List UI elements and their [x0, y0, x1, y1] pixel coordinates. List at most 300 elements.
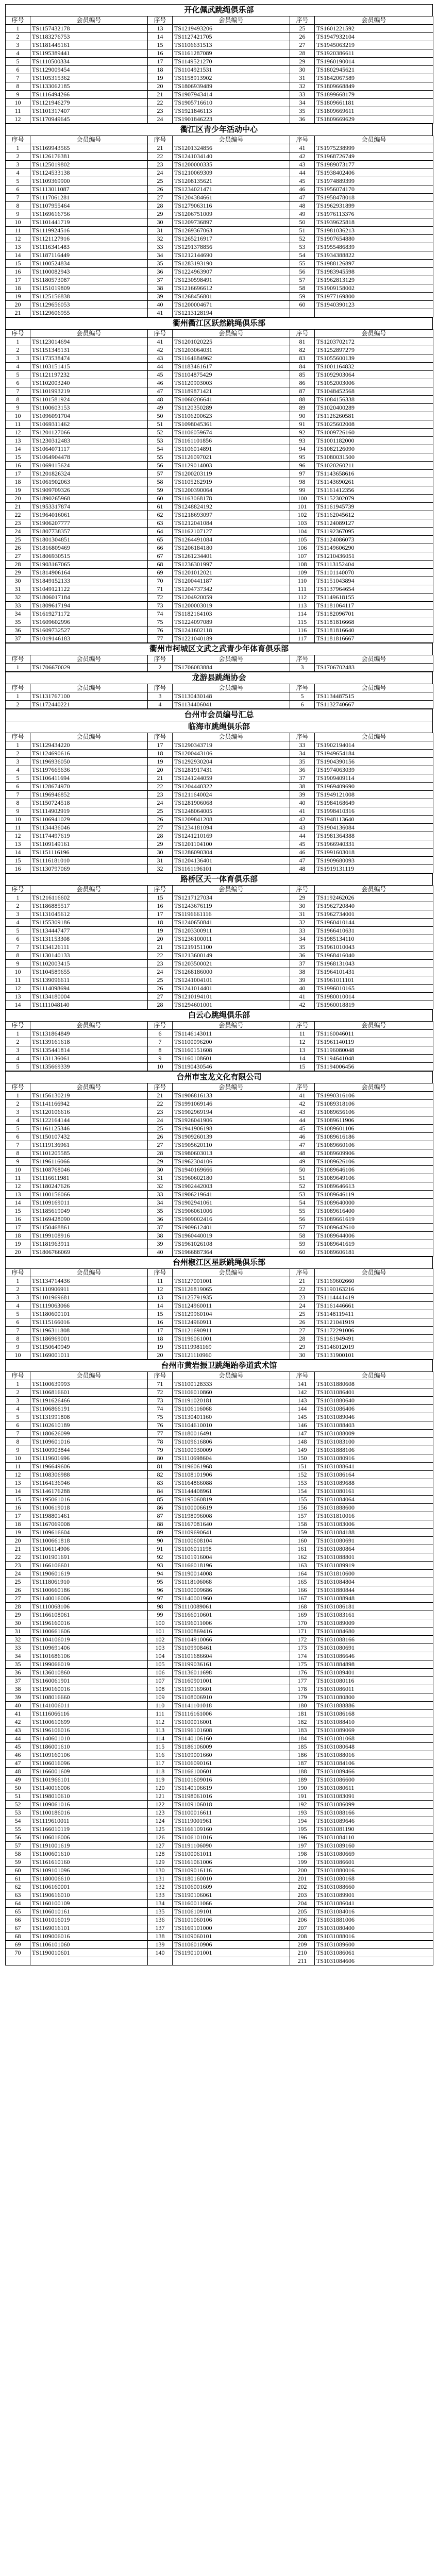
seq-header: 序号 — [148, 733, 173, 741]
seq-cell: 54 — [290, 1199, 315, 1207]
seq-cell: 14 — [6, 849, 30, 857]
seq-cell: 12 — [6, 1182, 30, 1191]
member-id-cell: TS1031086061 — [315, 1949, 433, 1957]
seq-header: 序号 — [6, 330, 30, 338]
seq-cell: 5 — [6, 371, 30, 379]
table-row — [6, 379, 433, 387]
seq-cell: 34 — [290, 99, 315, 107]
seq-cell: 147 — [290, 1430, 315, 1438]
seq-cell: 105 — [148, 1660, 173, 1669]
member-id-cell: TS1166010119 — [30, 1825, 148, 1834]
seq-cell: 12 — [6, 832, 30, 840]
seq-cell: 26 — [148, 816, 173, 824]
member-id-cell: TS1009726160 — [315, 429, 433, 437]
seq-cell: 98 — [148, 1603, 173, 1611]
table-row — [6, 511, 433, 519]
member-id-cell: TS1109016116 — [173, 1867, 290, 1875]
table-row — [6, 774, 433, 783]
table-row — [6, 610, 433, 618]
member-id-cell: TS1955486839 — [315, 243, 433, 251]
table-row — [6, 1207, 433, 1215]
seq-cell: 110 — [290, 577, 315, 585]
seq-cell: 21 — [148, 144, 173, 152]
member-id-cell: TS1031080916 — [315, 1454, 433, 1463]
member-id-cell: TS1190101001 — [173, 1949, 290, 1957]
seq-cell: 5 — [290, 692, 315, 701]
member-table — [5, 885, 433, 1009]
seq-cell: 22 — [290, 1285, 315, 1294]
member-id-cell: TS1907654880 — [315, 235, 433, 243]
member-id-header: 会员编号 — [315, 330, 433, 338]
table-row — [6, 1463, 433, 1471]
seq-cell: 5 — [6, 1413, 30, 1421]
seq-cell: 2 — [6, 701, 30, 709]
member-id-cell: TS1192367095 — [315, 528, 433, 536]
seq-cell: 46 — [290, 849, 315, 857]
seq-cell: 58 — [6, 1850, 30, 1858]
table-row — [6, 371, 433, 379]
seq-cell: 192 — [290, 1801, 315, 1809]
member-id-cell: TS1031088016 — [315, 1933, 433, 1941]
member-id-cell: TS1190601619 — [30, 1570, 148, 1578]
seq-cell: 29 — [148, 1158, 173, 1166]
seq-cell: 11 — [6, 1463, 30, 1471]
seq-cell: 88 — [148, 1520, 173, 1529]
seq-cell: 122 — [148, 1801, 173, 1809]
seq-cell: 22 — [6, 1553, 30, 1562]
member-id-cell: TS1150649949 — [30, 1343, 148, 1351]
member-id-cell: TS1129606955 — [30, 309, 148, 317]
member-id-cell: TS1224097089 — [173, 618, 290, 626]
seq-cell: 6 — [148, 1030, 173, 1038]
seq-cell: 14 — [6, 1487, 30, 1496]
member-id-cell: TS1960602180 — [173, 1174, 290, 1182]
seq-cell: 16 — [148, 902, 173, 910]
table-row — [6, 1553, 433, 1562]
member-id-cell: TS1190106061 — [173, 1891, 290, 1900]
member-id-cell: TS1180016491 — [173, 1430, 290, 1438]
seq-cell: 60 — [290, 1248, 315, 1257]
table-row — [6, 1949, 433, 1957]
member-id-cell: TS1031086181 — [315, 1603, 433, 1611]
member-id-cell: TS1115166016 — [30, 1318, 148, 1327]
member-id-cell: TS1909409114 — [315, 774, 433, 783]
table-row — [6, 1479, 433, 1487]
seq-cell: 103 — [148, 1644, 173, 1652]
member-id-cell: TS1166106601 — [30, 1562, 148, 1570]
seq-cell: 60 — [290, 301, 315, 309]
seq-cell: 16 — [148, 1318, 173, 1327]
seq-cell: 115 — [148, 1743, 173, 1751]
seq-cell: 199 — [290, 1858, 315, 1867]
member-id-header: 会员编号 — [315, 136, 433, 144]
member-id-cell: TS1141006011 — [30, 1702, 148, 1710]
seq-cell: 10 — [148, 1063, 173, 1071]
seq-cell: 178 — [290, 1685, 315, 1693]
member-id-header: 会员编号 — [315, 684, 433, 692]
member-id-cell: TS1089661619 — [315, 1215, 433, 1224]
table-row — [6, 1751, 433, 1759]
member-id-cell: TS1031080116 — [315, 1677, 433, 1685]
table-row — [6, 1933, 433, 1941]
member-id-cell: TS1140106160 — [173, 1735, 290, 1743]
member-id-cell: TS1162045612 — [315, 511, 433, 519]
seq-cell: 154 — [290, 1487, 315, 1496]
member-id-cell: TS1119001961 — [173, 1817, 290, 1825]
seq-cell: 8 — [6, 202, 30, 210]
member-id-cell: TS1909612401 — [173, 1224, 290, 1232]
table-row — [6, 1834, 433, 1842]
member-id-cell: TS1195060819 — [173, 1496, 290, 1504]
table-row — [6, 420, 433, 429]
member-id-cell: TS1049121122 — [30, 585, 148, 594]
member-id-cell: TS1203702172 — [315, 338, 433, 346]
member-id-cell: TS1031086600 — [315, 1776, 433, 1784]
table-row — [6, 1182, 433, 1191]
seq-cell: 25 — [148, 1125, 173, 1133]
member-id-cell: TS1164136946 — [30, 1479, 148, 1487]
member-id-cell: TS1230598491 — [173, 276, 290, 284]
seq-cell: 6 — [6, 66, 30, 74]
seq-header: 序号 — [6, 733, 30, 741]
member-id-cell: TS1089649106 — [315, 1174, 433, 1182]
member-id-cell: TS1961140119 — [315, 1038, 433, 1046]
table-row — [6, 91, 433, 99]
table-row — [6, 1586, 433, 1595]
member-id-cell: TS1161446661 — [315, 1302, 433, 1310]
table-row — [6, 1908, 433, 1916]
table-row — [6, 1327, 433, 1335]
seq-cell: 43 — [290, 1108, 315, 1116]
seq-cell: 35 — [148, 1207, 173, 1215]
seq-cell: 4 — [6, 1055, 30, 1063]
member-id-cell: TS1181064117 — [315, 602, 433, 610]
seq-cell: 58 — [290, 1232, 315, 1240]
seq-cell: 2 — [6, 1285, 30, 1294]
seq-cell: 104 — [290, 528, 315, 536]
seq-cell: 26 — [148, 185, 173, 194]
table-row — [6, 1413, 433, 1421]
header-row — [6, 886, 433, 894]
member-id-cell: TS1106816601 — [30, 1388, 148, 1397]
seq-cell: 39 — [148, 293, 173, 301]
member-table — [5, 733, 433, 873]
seq-header: 序号 — [148, 1269, 173, 1277]
member-id-cell: TS1031086168 — [315, 1710, 433, 1718]
member-id-cell: TS1161061006 — [173, 1858, 290, 1867]
member-id-cell: TS1210194101 — [173, 993, 290, 1001]
seq-cell: 9 — [6, 1343, 30, 1351]
member-id-cell: TS1158913902 — [173, 74, 290, 82]
seq-cell: 12 — [148, 1285, 173, 1294]
seq-cell: 2 — [6, 902, 30, 910]
member-id-cell: TS1106200623 — [173, 412, 290, 420]
seq-cell: 66 — [148, 544, 173, 552]
member-id-cell: TS1966940331 — [315, 840, 433, 849]
table-row — [6, 1504, 433, 1512]
table-row — [6, 404, 433, 412]
table-row — [6, 519, 433, 528]
seq-cell: 93 — [290, 437, 315, 445]
member-id-cell: TS1167081640 — [173, 1520, 290, 1529]
table-row — [6, 1100, 433, 1108]
member-id-cell: TS1140001960 — [173, 1595, 290, 1603]
seq-cell: 74 — [148, 610, 173, 618]
table-row — [6, 1875, 433, 1883]
member-id-cell: TS1134180004 — [30, 993, 148, 1001]
club-section — [5, 1009, 433, 1071]
member-id-cell: TS1104610010 — [173, 1421, 290, 1430]
seq-cell: 179 — [290, 1693, 315, 1702]
seq-cell: 5 — [6, 58, 30, 66]
seq-cell: 210 — [290, 1949, 315, 1957]
seq-cell: 116 — [148, 1751, 173, 1759]
member-id-cell: TS1976113376 — [315, 210, 433, 218]
member-id-cell: TS1961026108 — [173, 1240, 290, 1248]
member-id-cell: TS1031084016 — [315, 1908, 433, 1916]
seq-cell: 7 — [6, 1327, 30, 1335]
member-id-cell: TS1941906198 — [173, 1125, 290, 1133]
member-id-header: 会员编号 — [173, 1269, 290, 1277]
member-id-cell: TS1195389441 — [30, 49, 148, 58]
seq-header: 序号 — [148, 1372, 173, 1380]
seq-cell: 202 — [290, 1883, 315, 1891]
member-id-cell: TS1133062185 — [30, 82, 148, 91]
seq-cell: 34 — [148, 1199, 173, 1207]
seq-header: 序号 — [148, 136, 173, 144]
seq-cell: 24 — [148, 799, 173, 807]
seq-cell: 28 — [148, 832, 173, 840]
table-row — [6, 25, 433, 33]
seq-cell: 47 — [6, 1759, 30, 1768]
member-id-cell: TS1196116066 — [30, 1158, 148, 1166]
seq-cell: 4 — [6, 1116, 30, 1125]
seq-cell: 54 — [148, 445, 173, 453]
member-id-cell: TS1100096200 — [173, 1038, 290, 1046]
seq-cell: 31 — [290, 910, 315, 919]
member-id-cell: TS1106010860 — [173, 1388, 290, 1397]
member-id-cell: TS1234021471 — [173, 185, 290, 194]
seq-cell: 1 — [6, 144, 30, 152]
member-id-cell: TS1212144690 — [173, 251, 290, 260]
seq-cell: 188 — [290, 1768, 315, 1776]
seq-cell: 37 — [6, 635, 30, 643]
member-id-cell: TS1119063066 — [30, 1302, 148, 1310]
seq-header: 序号 — [290, 1083, 315, 1092]
seq-cell: 34 — [290, 750, 315, 758]
member-id-cell: TS1100608104 — [173, 1537, 290, 1545]
table-row — [6, 478, 433, 486]
seq-cell: 172 — [290, 1636, 315, 1644]
member-id-cell: TS1031080800 — [315, 1693, 433, 1702]
seq-cell: 42 — [6, 1718, 30, 1726]
table-row — [6, 741, 433, 750]
seq-cell: 7 — [148, 1038, 173, 1046]
seq-cell: 15 — [6, 1496, 30, 1504]
seq-cell: 42 — [148, 346, 173, 354]
member-id-cell: TS1160061901 — [30, 1677, 148, 1685]
member-id-cell: TS1101441719 — [30, 218, 148, 227]
seq-cell: 45 — [290, 1125, 315, 1133]
seq-cell: 51 — [290, 1174, 315, 1182]
seq-header: 序号 — [148, 330, 173, 338]
seq-cell: 8 — [6, 1149, 30, 1158]
table-row — [6, 910, 433, 919]
table-row — [6, 935, 433, 943]
member-id-cell: TS1199066019 — [30, 1660, 148, 1669]
seq-cell: 117 — [290, 635, 315, 643]
seq-cell: 42 — [290, 1001, 315, 1009]
table-row — [6, 635, 433, 643]
seq-cell: 96 — [290, 462, 315, 470]
seq-cell: 67 — [148, 552, 173, 561]
seq-cell: 44 — [290, 169, 315, 177]
member-id-cell: TS1169616756 — [30, 210, 148, 218]
seq-cell: 3 — [6, 1294, 30, 1302]
table-row — [6, 1174, 433, 1182]
seq-cell: 16 — [6, 865, 30, 873]
member-id-cell: TS1110906911 — [30, 1285, 148, 1294]
table-row — [6, 1520, 433, 1529]
member-id-cell: TS1031080161 — [315, 1487, 433, 1496]
seq-cell: 114 — [290, 610, 315, 618]
seq-cell: 52 — [290, 1182, 315, 1191]
seq-cell: 197 — [290, 1842, 315, 1850]
member-id-cell: TS1121041919 — [315, 1318, 433, 1327]
seq-cell: 67 — [6, 1924, 30, 1933]
seq-cell: 10 — [6, 218, 30, 227]
seq-cell: 57 — [148, 470, 173, 478]
seq-cell: 30 — [290, 1351, 315, 1360]
member-id-cell: TS1031884898 — [315, 1660, 433, 1669]
seq-cell: 64 — [148, 528, 173, 536]
table-row — [6, 1619, 433, 1628]
member-id-cell: TS1968726749 — [315, 152, 433, 161]
seq-cell: 11 — [290, 1030, 315, 1038]
seq-cell: 25 — [290, 1310, 315, 1318]
member-id-cell: TS1100082943 — [30, 268, 148, 276]
table-row — [6, 799, 433, 807]
member-id-cell: TS1294601001 — [173, 1001, 290, 1009]
seq-cell: 208 — [290, 1933, 315, 1941]
member-id-cell: TS1849152133 — [30, 577, 148, 585]
table-row — [6, 144, 433, 152]
member-id-cell: TS1031083091 — [315, 1792, 433, 1801]
seq-cell: 14 — [6, 445, 30, 453]
member-id-cell: TS1210069309 — [173, 169, 290, 177]
table-row — [6, 495, 433, 503]
member-id-cell: TS1102003240 — [30, 379, 148, 387]
club-section — [5, 1360, 433, 1965]
seq-cell: 81 — [148, 1463, 173, 1471]
seq-header: 序号 — [6, 1269, 30, 1277]
member-id-cell: TS1195061016 — [30, 1496, 148, 1504]
member-id-cell: TS1100603153 — [30, 404, 148, 412]
member-id-cell: TS1809617194 — [30, 602, 148, 610]
member-id-cell: TS1200004671 — [173, 301, 290, 309]
table-row — [6, 387, 433, 396]
seq-header: 序号 — [148, 655, 173, 664]
member-id-cell: TS1151345131 — [30, 346, 148, 354]
member-id-cell: TS1109690641 — [173, 1529, 290, 1537]
seq-cell: 56 — [6, 1834, 30, 1842]
seq-cell: 99 — [148, 1611, 173, 1619]
member-id-cell: TS1206184180 — [173, 544, 290, 552]
seq-cell: 76 — [148, 626, 173, 635]
member-id-cell: TS1100009686 — [173, 1586, 290, 1595]
seq-cell: 113 — [148, 1726, 173, 1735]
seq-cell: 191 — [290, 1792, 315, 1801]
table-row — [6, 1405, 433, 1413]
member-id-cell: TS1219151100 — [173, 943, 290, 952]
member-id-cell: TS1141166942 — [30, 1100, 148, 1108]
member-id-cell: TS1124960911 — [173, 1318, 290, 1327]
member-id-cell: TS1906219641 — [173, 1191, 290, 1199]
seq-cell: 56 — [290, 1215, 315, 1224]
seq-cell: 28 — [6, 1603, 30, 1611]
member-id-cell: TS1121946279 — [30, 99, 148, 107]
seq-cell: 47 — [148, 387, 173, 396]
seq-cell: 65 — [6, 1908, 30, 1916]
seq-cell: 58 — [290, 284, 315, 293]
table-row — [6, 807, 433, 816]
seq-cell: 61 — [6, 1875, 30, 1883]
seq-cell: 194 — [290, 1817, 315, 1825]
club-title: 衢江区青少年活动中心 — [5, 124, 433, 135]
member-id-cell: TS1190014008 — [173, 1570, 290, 1578]
member-id-cell: TS1130140133 — [30, 952, 148, 960]
seq-cell: 43 — [290, 161, 315, 169]
member-id-cell: TS1106011198 — [173, 1545, 290, 1553]
member-id-cell: TS1181816667 — [315, 635, 433, 643]
member-id-cell: TS1101140070 — [315, 569, 433, 577]
seq-cell: 10 — [6, 816, 30, 824]
member-id-cell: TS1031086011 — [315, 1685, 433, 1693]
seq-header: 序号 — [290, 330, 315, 338]
member-id-cell: TS1031888600 — [315, 1504, 433, 1512]
table-row — [6, 1046, 433, 1055]
member-id-cell: TS1281917431 — [173, 766, 290, 774]
member-id-cell: TS1105262919 — [173, 478, 290, 486]
table-row — [6, 664, 433, 672]
table-row — [6, 791, 433, 799]
member-id-cell: TS1101686106 — [30, 1652, 148, 1660]
header-row — [6, 136, 433, 144]
table-row — [6, 552, 433, 561]
seq-cell: 2 — [148, 664, 173, 672]
club-section — [5, 873, 433, 1009]
seq-cell: 158 — [290, 1520, 315, 1529]
seq-cell: 117 — [148, 1759, 173, 1768]
seq-cell: 104 — [148, 1652, 173, 1660]
member-id-cell: TS1031083006 — [315, 1520, 433, 1529]
seq-cell: 142 — [290, 1388, 315, 1397]
seq-cell: 189 — [290, 1776, 315, 1784]
seq-cell: 84 — [290, 363, 315, 371]
table-row — [6, 346, 433, 354]
seq-cell: 33 — [148, 1191, 173, 1199]
member-id-cell: TS1200000335 — [173, 161, 290, 169]
member-id-cell: TS1206751009 — [173, 210, 290, 218]
member-id-header: 会员编号 — [30, 1372, 148, 1380]
member-id-cell: TS1109169011 — [30, 1199, 148, 1207]
seq-cell: 36 — [290, 766, 315, 774]
member-id-cell: TS1196106016 — [30, 1726, 148, 1735]
seq-cell: 66 — [6, 1916, 30, 1924]
table-row — [6, 1900, 433, 1908]
member-id-cell: TS1281906068 — [173, 799, 290, 807]
member-id-cell: TS1150724518 — [30, 799, 148, 807]
